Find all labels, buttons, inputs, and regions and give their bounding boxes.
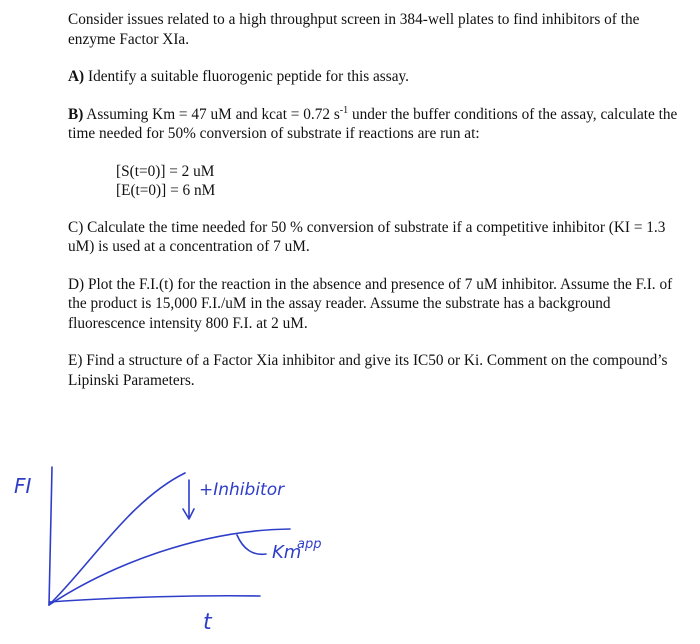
part-b-text: Assuming Km = 47 uM and kcat = 0.72 s xyxy=(86,105,340,123)
km-superscript: app xyxy=(297,537,322,552)
y-axis xyxy=(49,467,52,605)
handwritten-fi-sketch xyxy=(0,455,700,644)
inhibitor-label: +Inhibitor xyxy=(199,480,285,500)
part-b-label: B) xyxy=(68,105,84,123)
part-a-text: Identify a suitable fluorogenic peptide for this assay. xyxy=(87,68,409,85)
problem-document xyxy=(68,10,678,408)
part-b xyxy=(68,105,678,144)
x-axis-label: t xyxy=(203,610,212,635)
part-b-superscript: -1 xyxy=(339,104,349,116)
part-b-text-continued: under the buffer conditions of the assay, calculate the time needed for 50% conversion of substrate if reactions are run at: xyxy=(68,105,678,142)
part-a-label: A) xyxy=(68,68,85,85)
km-arrow xyxy=(237,535,266,554)
inhibited-curve xyxy=(49,529,290,605)
y-axis-label: FI xyxy=(14,474,32,498)
x-axis xyxy=(49,596,260,602)
uninhibited-curve xyxy=(49,473,185,605)
part-a xyxy=(68,67,678,87)
part-e: E) Find a structure of a Factor Xia inhibitor and give its IC50 or Ki. Comment on the compound’s Lipinski Parameters. xyxy=(68,352,668,389)
initial-conditions xyxy=(68,162,678,201)
part-d: D) Plot the F.I.(t) for the reaction in the absence and presence of 7 uM inhibitor. Assume the F.I. of the product is 15,000 F.I./uM in the assay reader. Assume the substrate has a background fluorescence intensity 800 F.I. at 2 uM. xyxy=(68,275,673,332)
enzyme-condition: [E(t=0)] = 6 nM xyxy=(116,182,216,199)
intro-paragraph: Consider issues related to a high throughput screen in 384-well plates to find inhibitors of the enzyme Factor XIa. xyxy=(68,11,640,48)
km-label: Km xyxy=(272,542,302,563)
part-c: C) Calculate the time needed for 50 % conversion of substrate if a competitive inhibitor (KI = 1.3 uM) is used at a concentration of 7 uM. xyxy=(68,218,666,255)
substrate-condition: [S(t=0)] = 2 uM xyxy=(116,162,215,180)
